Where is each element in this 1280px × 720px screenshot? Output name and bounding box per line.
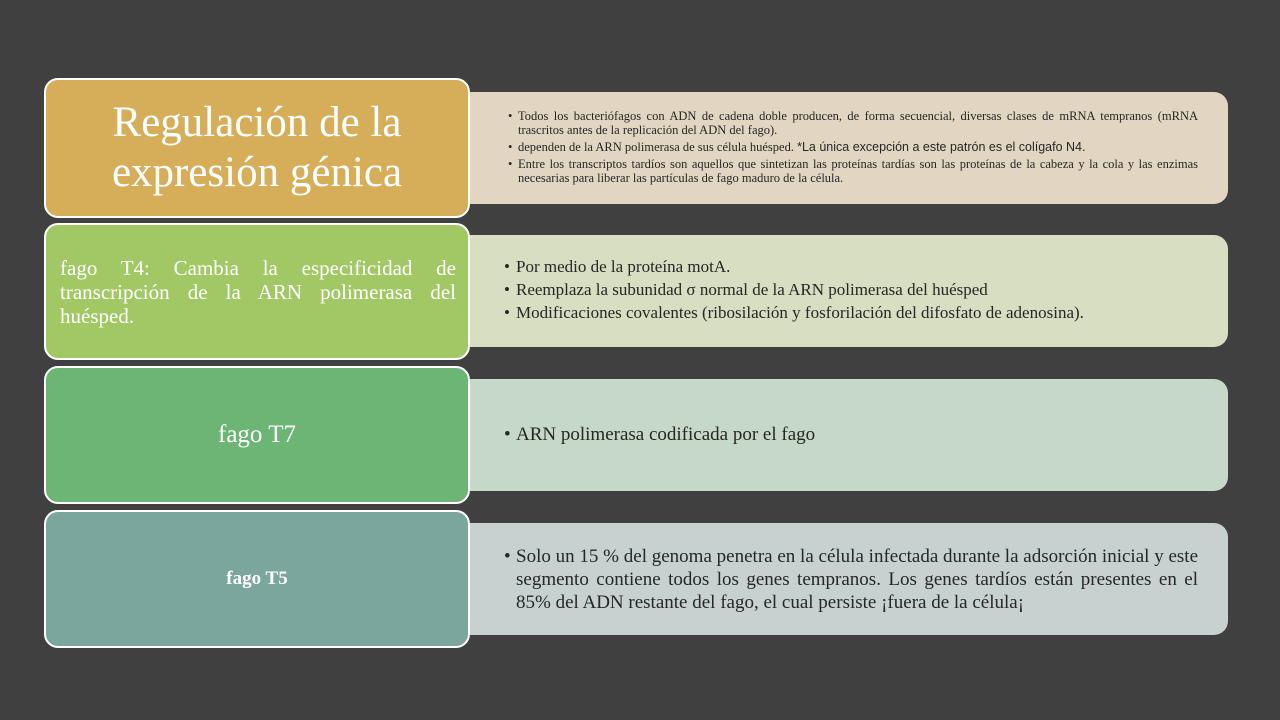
- bullet-list: [504, 424, 1198, 446]
- list-item: [504, 257, 1198, 277]
- bullet-dot: •: [504, 302, 510, 322]
- list-item: [504, 545, 1198, 614]
- list-item: [504, 280, 1198, 300]
- bullet-text: Solo un 15 % del genoma penetra en la célula infectada durante la adsorción inicial y este segmento contiene todos los genes tempranos. Los genes tardíos están presentes en el 85% del ADN restante del fago, el cual persiste ¡fuera de la célula¡: [516, 545, 1198, 613]
- bullet-text: ARN polimerasa codificada por el fago: [516, 424, 816, 445]
- title-tile-t5: [44, 510, 470, 648]
- bullet-list: [508, 109, 1198, 188]
- bullet-dot: •: [508, 108, 513, 123]
- list-item: [508, 157, 1198, 185]
- list-item: [504, 303, 1198, 323]
- row-regulation: [0, 78, 1280, 218]
- list-item: [504, 424, 1198, 446]
- tile-title: fago T7: [218, 421, 296, 448]
- bullet-dot: •: [504, 424, 511, 445]
- title-tile-t4: [44, 223, 470, 360]
- content-panel-t7: [440, 379, 1228, 491]
- bullet-dot: •: [508, 156, 513, 171]
- bullet-text: Modificaciones covalentes (ribosilación y fosforilación del difosfato de adenosina).: [516, 302, 1084, 322]
- content-panel-regulation: [440, 92, 1228, 204]
- row-t4: [0, 223, 1280, 360]
- row-t5: [0, 510, 1280, 648]
- tile-title: fago T4: Cambia la especificidad de transcripción de la ARN polimerasa del huésped.: [60, 255, 456, 328]
- content-panel-t5: [440, 523, 1228, 635]
- bullet-list: [504, 545, 1198, 614]
- bullet-text-note: *La única excepción a este patrón es el colígafo N4.: [797, 139, 1086, 154]
- bullet-dot: •: [504, 256, 510, 276]
- bullet-text: Todos los bacteriófagos con ADN de cadena doble producen, de forma secuencial, diversas clases de mRNA tempranos (mRNA trascritos antes de la replicación del ADN del fago).: [518, 108, 1198, 137]
- bullet-list: [504, 257, 1198, 326]
- list-item: [508, 140, 1198, 154]
- content-panel-t4: [440, 235, 1228, 347]
- bullet-text: dependen de la ARN polimerasa de sus célula huésped.: [518, 139, 798, 154]
- title-tile-t7: [44, 366, 470, 504]
- title-tile-regulation: [44, 78, 470, 218]
- bullet-text: Por medio de la proteína motA.: [516, 256, 731, 276]
- row-t7: [0, 366, 1280, 504]
- bullet-dot: •: [504, 545, 511, 567]
- bullet-text: Entre los transcriptos tardíos son aquellos que sintetizan las proteínas tardías son las proteínas de la cabeza y la cola y las enzimas necesarias para liberar las partículas de fago maduro de la célula.: [518, 156, 1198, 185]
- tile-title: fago T5: [226, 568, 288, 589]
- bullet-dot: •: [504, 279, 510, 299]
- list-item: [508, 109, 1198, 137]
- bullet-text: Reemplaza la subunidad σ normal de la ARN polimerasa del huésped: [516, 279, 988, 299]
- tile-title: Regulación de la expresión génica: [111, 99, 403, 196]
- bullet-dot: •: [508, 139, 513, 154]
